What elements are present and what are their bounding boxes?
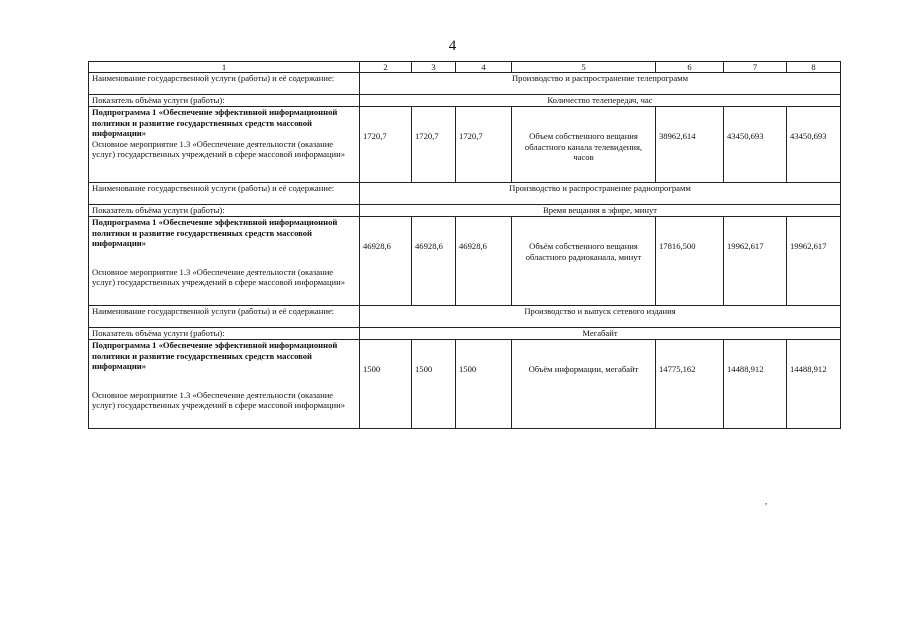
col-header-2: 2	[360, 62, 412, 73]
indicator-description: Объём информации, мегабайт	[512, 340, 656, 429]
value-col-7: 14488,912	[724, 340, 787, 429]
service-name-label: Наименование государственной услуги (работы) и её содержание:	[89, 73, 360, 95]
program-data-row	[89, 217, 841, 306]
value-col-6: 14775,162	[656, 340, 724, 429]
service-name-value: Производство и распространение радиопрограмм	[360, 183, 841, 205]
service-name-value: Производство и выпуск сетевого издания	[360, 306, 841, 328]
indicator-row	[89, 95, 841, 107]
indicator-row	[89, 328, 841, 340]
program-data-row	[89, 107, 841, 183]
value-col-4: 1720,7	[456, 107, 512, 183]
indicator-label: Показатель объёма услуги (работы):	[89, 328, 360, 340]
program-description	[89, 217, 360, 306]
indicator-row	[89, 205, 841, 217]
col-header-3: 3	[412, 62, 456, 73]
col-header-5: 5	[512, 62, 656, 73]
main-activity-text: Основное мероприятие 1.3 «Обеспечение деятельности (оказание услуг) государственных учреждений в сфере массовой информации»	[92, 389, 346, 411]
service-name-value: Производство и распространение телепрограмм	[360, 73, 841, 95]
value-col-3: 46928,6	[412, 217, 456, 306]
col-header-7: 7	[724, 62, 787, 73]
program-description	[89, 107, 360, 183]
indicator-value: Мегабайт	[360, 328, 841, 340]
value-col-7: 43450,693	[724, 107, 787, 183]
col-header-6: 6	[656, 62, 724, 73]
stray-mark: ,	[765, 496, 768, 506]
page-number: 4	[448, 38, 457, 54]
indicator-value: Время вещания в эфире, минут	[360, 205, 841, 217]
value-col-4: 46928,6	[456, 217, 512, 306]
service-name-label: Наименование государственной услуги (работы) и её содержание:	[89, 183, 360, 205]
service-name-label: Наименование государственной услуги (работы) и её содержание:	[89, 306, 360, 328]
service-row	[89, 183, 841, 205]
state-service-table	[88, 61, 841, 429]
value-col-3: 1720,7	[412, 107, 456, 183]
subprogram-title: Подпрограмма 1 «Обеспечение эффективной информационной политики и развитие государственных средств массовой информации»	[92, 340, 338, 372]
value-col-7: 19962,617	[724, 217, 787, 306]
indicator-description: Объём собственного вещания областного радиоканала, минут	[512, 217, 656, 306]
value-col-2: 1720,7	[360, 107, 412, 183]
value-col-4: 1500	[456, 340, 512, 429]
subprogram-title: Подпрограмма 1 «Обеспечение эффективной информационной политики и развитие государственных средств массовой информации»	[92, 107, 338, 139]
value-col-2: 46928,6	[360, 217, 412, 306]
value-col-8: 19962,617	[787, 217, 841, 306]
indicator-value: Количество телепередач, час	[360, 95, 841, 107]
main-activity-text: Основное мероприятие 1.3 «Обеспечение деятельности (оказание услуг) государственных учреждений в сфере массовой информации»	[92, 266, 346, 288]
value-col-2: 1500	[360, 340, 412, 429]
main-activity-text: Основное мероприятие 1.3 «Обеспечение деятельности (оказание услуг) государственных учреждений в сфере массовой информации»	[92, 138, 346, 160]
col-header-1: 1	[89, 62, 360, 73]
value-col-3: 1500	[412, 340, 456, 429]
value-col-8: 14488,912	[787, 340, 841, 429]
service-row	[89, 306, 841, 328]
col-header-4: 4	[456, 62, 512, 73]
service-row	[89, 73, 841, 95]
indicator-description: Объем собственного вещания областного канала телевидения, часов	[512, 107, 656, 183]
value-col-8: 43450,693	[787, 107, 841, 183]
value-col-6: 38962,614	[656, 107, 724, 183]
program-description	[89, 340, 360, 429]
value-col-6: 17816,500	[656, 217, 724, 306]
col-header-8: 8	[787, 62, 841, 73]
program-data-row	[89, 340, 841, 429]
subprogram-title: Подпрограмма 1 «Обеспечение эффективной информационной политики и развитие государственных средств массовой информации»	[92, 217, 338, 249]
indicator-label: Показатель объёма услуги (работы):	[89, 205, 360, 217]
column-number-header	[89, 62, 841, 73]
indicator-label: Показатель объёма услуги (работы):	[89, 95, 360, 107]
